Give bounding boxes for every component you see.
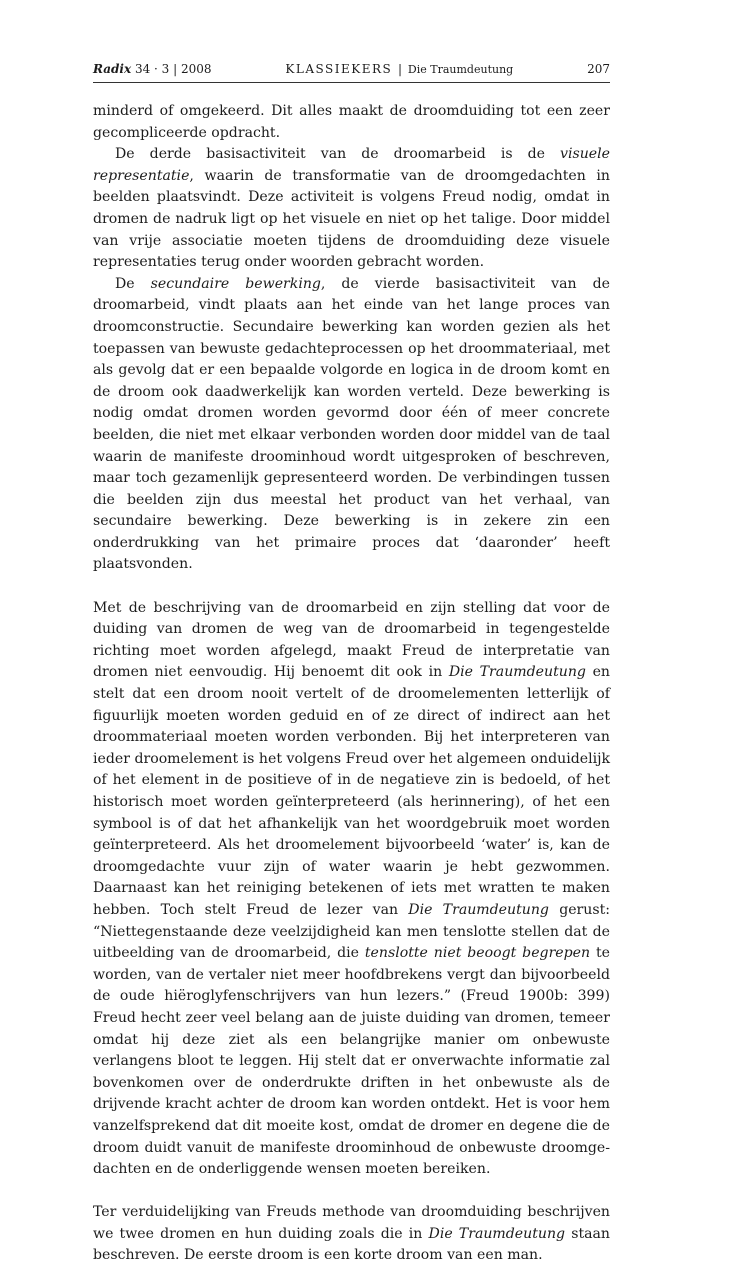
emphasis-text: tenslotte niet beoogt begrepen xyxy=(364,945,591,962)
paragraph-text: staan beschreven. De eerste droom is een korte droom van een man. xyxy=(93,1225,610,1264)
emphasis-text: secundaire bewerking xyxy=(150,275,321,292)
paragraph-text: Ter verduidelijking van Freuds methode van droomduiding beschrijven we twee dromen en hun duiding zoals die in xyxy=(93,1204,610,1242)
issue-info: 34 · 3 | 2008 xyxy=(134,62,212,76)
paragraph-text: De derde basisactiviteit van de droomarbeid is de xyxy=(115,146,561,163)
emphasis-text: Die Traumdeutung xyxy=(428,1225,566,1242)
paragraph-text: minderd of omgekeerd. Dit alles maakt de droomduiding tot een zeer gecompliceerde opdracht. xyxy=(93,103,610,141)
emphasis-text: visuele representatie xyxy=(93,146,610,184)
paragraph-text: Met de beschrijving van de droomarbeid en zijn stelling dat voor de duiding van dromen de weg van de droomarbeid in tegengestelde richting moet worden afgelegd, maakt Freud de interpretatie van dromen niet eenvoudig. Hij benoemt dit ook in xyxy=(93,599,610,681)
running-header xyxy=(93,62,610,80)
journal-citation xyxy=(93,62,212,76)
paragraph-text: te worden, van de vertaler niet meer hoofdbrekens vergt dan bijvoorbeeld de oude hiëroglyfenschrijvers van hun lezers.” (Freud 1900b: 399) Freud hecht zeer veel belang aan de juiste duiding van dromen, temeer omdat hij deze ziet als een belangrijke manier om onbewuste verlangens bloot te leggen. Hij stelt dat er onverwachte informatie zal bovenkomen over de onderdrukte driften in het onbewuste als de drijvende kracht achter de droom kan worden ontdekt. Het is voor hem vanzelfsprekend dat dit moeite kost, omdat de dromer en degene die de droom duidt vanuit de manifeste droominhoud de onbewuste droomgedachten en de onderliggende wensen moeten bereiken. xyxy=(93,945,610,1178)
section-subtitle: Die Traumdeutung xyxy=(407,63,514,76)
paragraph-text: , de vierde basisactiviteit van de droomarbeid, vindt plaats aan het einde van het lange proces van droomconstructie. Secundaire bewerking kan worden gezien als het toepassen van bewuste gedachteprocessen op het droommateriaal, met als gevolg dat er een bepaalde volgorde en logica in de droom komt en de droom ook daadwerkelijk kan worden verteld. Deze bewerking is nodig omdat dromen worden gevormd door één of meer concrete beelden, die niet met elkaar verbonden worden door middel van de taal waarin de manifeste droominhoud wordt uitgesproken of beschreven, maar toch gezamenlijk gepresenteerd worden. De verbindingen tussen die beelden zijn dus meestal het product van het verhaal, van secundaire bewerking. Deze bewerking is in zekere zin een onderdrukking van het primaire proces dat ‘daaronder’ heeft plaatsvonden. xyxy=(93,275,610,573)
paragraph-text: gerust: “Niettegenstaande deze veelzijdigheid kan men tenslotte stellen dat de uitbeelding van de droomarbeid, die xyxy=(93,901,611,962)
emphasis-text: Die Traumdeutung xyxy=(408,901,549,918)
paragraph xyxy=(93,101,610,144)
section-name: KLASSIEKERS xyxy=(285,62,393,76)
paragraph xyxy=(93,598,610,1181)
page-number: 207 xyxy=(587,62,610,76)
paragraph-text: De xyxy=(115,275,151,292)
section-heading xyxy=(285,62,513,76)
paragraph xyxy=(93,144,610,274)
paragraph xyxy=(93,1202,610,1267)
journal-name: Radix xyxy=(93,62,132,76)
header-separator: | xyxy=(398,62,403,76)
body-text xyxy=(93,101,610,1267)
paragraph-text: , waarin de transformatie van de droomgedachten in beelden plaatsvindt. Deze activiteit is volgens Freud nodig, omdat in dromen de nadruk ligt op het visuele en niet op het talige. Door middel van vrije associatie moeten tijdens de droomduiding deze visuele representaties terug onder woorden gebracht worden. xyxy=(93,167,610,271)
paragraph xyxy=(93,274,610,576)
emphasis-text: Die Traumdeutung xyxy=(448,664,586,681)
header-rule xyxy=(93,82,610,83)
paragraph-text: en stelt dat een droom nooit vertelt of de droomelementen letterlijk of figuurlijk moeten worden geduid en of ze direct of indirect aan het droommateriaal moeten worden verbonden. Bij het interpreteren van ieder droomelement is het volgens Freud over het algemeen onduidelijk of het element in de positieve of in de negatieve zin is bedoeld, of het historisch moet worden geïnterpreteerd (als herinnering), of het een symbool is of dat het afhankelijk van het woordgebruik moet worden geïnterpreteerd. Als het droomelement bijvoorbeeld ‘water’ is, kan de droomgedachte vuur zijn of water waarin je hebt gezwommen. Daarnaast kan het reiniging betekenen of iets met wratten te maken hebben. Toch stelt Freud de lezer van xyxy=(93,664,610,918)
